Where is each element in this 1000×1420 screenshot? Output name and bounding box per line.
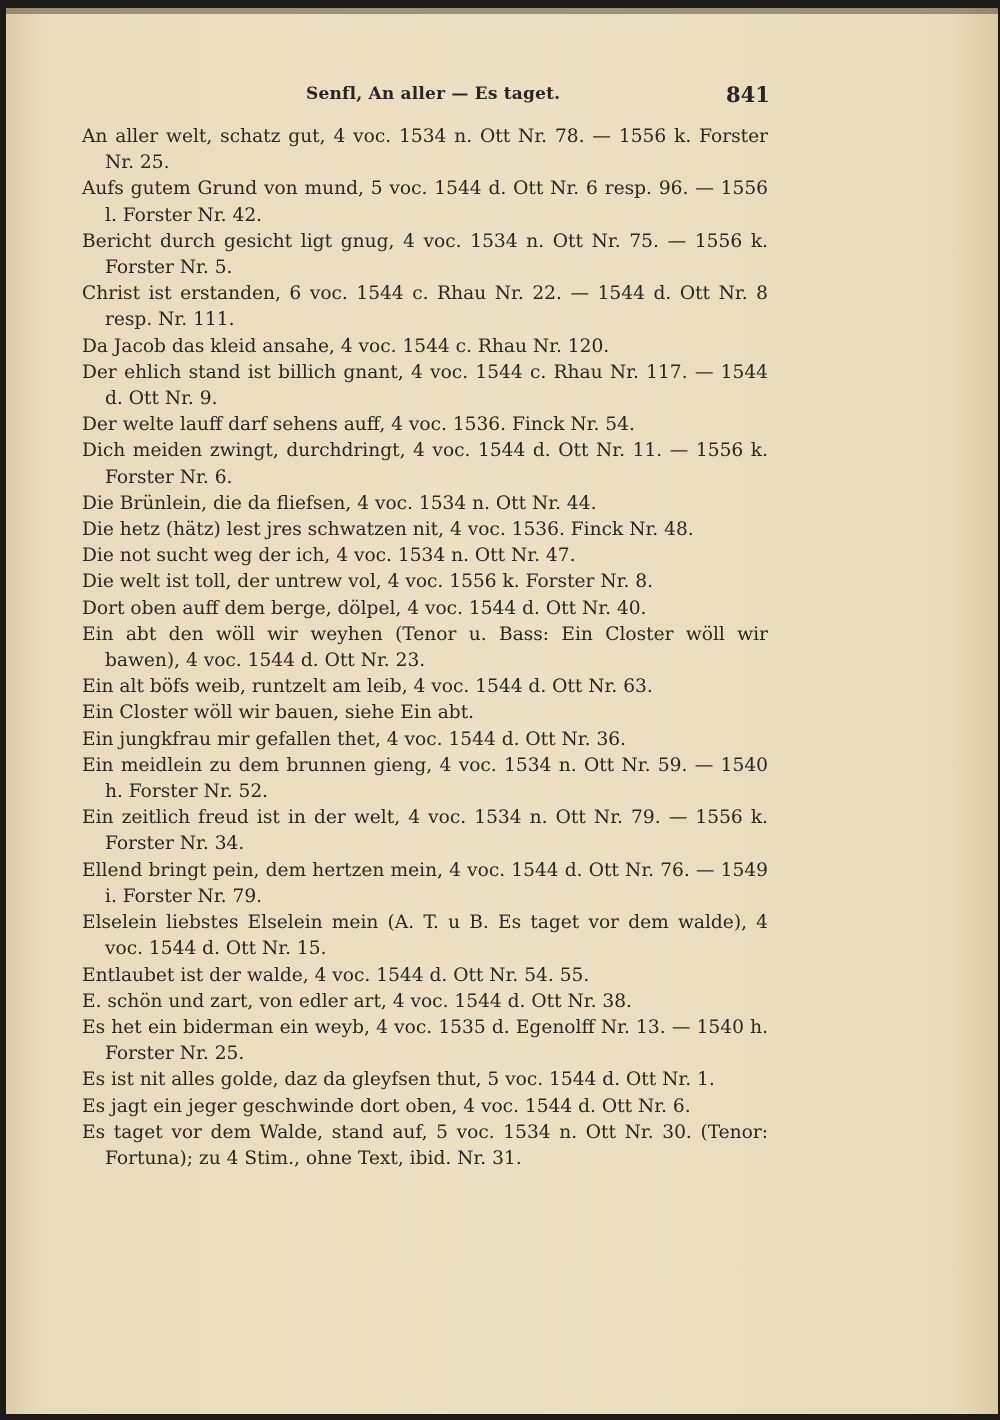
list-item: Ein Closter wöll wir bauen, siehe Ein abt. xyxy=(82,702,475,724)
list-item: Dort oben auff dem berge, dölpel, 4 voc. 1544 d. Ott Nr. 40. xyxy=(82,597,647,619)
list-item: Ein alt böfs weib, runtzelt am leib, 4 voc. 1544 d. Ott Nr. 63. xyxy=(82,676,653,698)
list-item: Der welte lauff darf sehens auff, 4 voc. 1536. Finck Nr. 54. xyxy=(82,414,635,436)
list-item: Entlaubet ist der walde, 4 voc. 1544 d. Ott Nr. 54. 55. xyxy=(82,964,590,986)
entry-list xyxy=(82,124,768,1172)
header-title: Senfl, An aller — Es taget. xyxy=(306,84,561,104)
list-item: Es taget vor dem Walde, stand auf, 5 voc. 1534 n. Ott Nr. 30. (Tenor: Fortuna); zu 4 Stim., ohne Text, ibid. Nr. 31. xyxy=(82,1121,768,1169)
book-page xyxy=(6,8,998,1414)
list-item: Dich meiden zwingt, durchdringt, 4 voc. 1544 d. Ott Nr. 11. — 1556 k. Forster Nr. 6. xyxy=(82,440,768,488)
list-item: Aufs gutem Grund von mund, 5 voc. 1544 d. Ott Nr. 6 resp. 96. — 1556 l. Forster Nr. 42. xyxy=(82,178,768,226)
list-item: Ein zeitlich freud ist in der welt, 4 voc. 1534 n. Ott Nr. 79. — 1556 k. Forster Nr. 34. xyxy=(82,807,768,855)
list-item: Elselein liebstes Elselein mein (A. T. u B. Es taget vor dem walde), 4 voc. 1544 d. Ott Nr. 15. xyxy=(82,912,768,960)
list-item: Der ehlich stand ist billich gnant, 4 voc. 1544 c. Rhau Nr. 117. — 1544 d. Ott Nr. 9. xyxy=(82,361,768,410)
page-number: 841 xyxy=(726,82,770,107)
list-item: Die hetz (hätz) lest jres schwatzen nit, 4 voc. 1536. Finck Nr. 48. xyxy=(82,519,694,541)
running-head xyxy=(6,82,998,112)
list-item: Da Jacob das kleid ansahe, 4 voc. 1544 c. Rhau Nr. 120. xyxy=(82,335,610,357)
list-item: Die welt ist toll, der untrew vol, 4 voc. 1556 k. Forster Nr. 8. xyxy=(82,571,654,593)
list-item: Die not sucht weg der ich, 4 voc. 1534 n. Ott Nr. 47. xyxy=(82,545,576,567)
list-item: Ein abt den wöll wir weyhen (Tenor u. Bass: Ein Closter wöll wir bawen), 4 voc. 1544 d. Ott Nr. 23. xyxy=(82,623,768,672)
list-item: E. schön und zart, von edler art, 4 voc. 1544 d. Ott Nr. 38. xyxy=(82,990,632,1012)
list-item: Es het ein biderman ein weyb, 4 voc. 1535 d. Egenolff Nr. 13. — 1540 h. Forster Nr. 25. xyxy=(82,1016,768,1065)
list-item: Ellend bringt pein, dem hertzen mein, 4 voc. 1544 d. Ott Nr. 76. — 1549 i. Forster Nr. 79. xyxy=(82,859,768,907)
list-item: Die Brünlein, die da fliefsen, 4 voc. 1534 n. Ott Nr. 44. xyxy=(82,492,597,514)
list-item: Es ist nit alles golde, daz da gleyfsen thut, 5 voc. 1544 d. Ott Nr. 1. xyxy=(82,1069,715,1091)
list-item: An aller welt, schatz gut, 4 voc. 1534 n. Ott Nr. 78. — 1556 k. Forster Nr. 25. xyxy=(82,126,768,174)
list-item: Bericht durch gesicht ligt gnug, 4 voc. 1534 n. Ott Nr. 75. — 1556 k. Forster Nr. 5. xyxy=(82,230,768,279)
list-item: Christ ist erstanden, 6 voc. 1544 c. Rhau Nr. 22. — 1544 d. Ott Nr. 8 resp. Nr. 111. xyxy=(82,283,768,331)
list-item: Es jagt ein jeger geschwinde dort oben, 4 voc. 1544 d. Ott Nr. 6. xyxy=(82,1095,691,1117)
list-item: Ein meidlein zu dem brunnen gieng, 4 voc. 1534 n. Ott Nr. 59. — 1540 h. Forster Nr. 52. xyxy=(82,754,768,803)
list-item: Ein jungkfrau mir gefallen thet, 4 voc. 1544 d. Ott Nr. 36. xyxy=(82,728,627,750)
